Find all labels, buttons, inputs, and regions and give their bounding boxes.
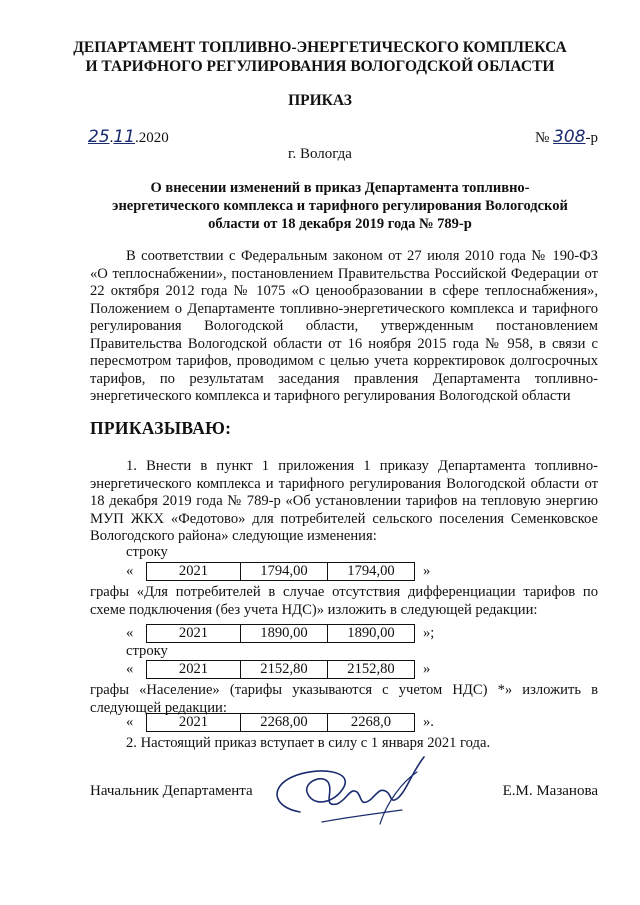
- row4-value-2: 2268,0: [328, 714, 415, 732]
- label-row-1: строку: [126, 544, 168, 560]
- order-title: ПРИКАЗ: [288, 92, 352, 109]
- order-date: [88, 127, 169, 147]
- order-subject: [90, 179, 590, 233]
- row3-open-quote: «: [126, 661, 134, 677]
- subject-line-2: энергетического комплекса и тарифного регулирования Вологодской: [112, 198, 568, 214]
- header-line-2: И ТАРИФНОГО РЕГУЛИРОВАНИЯ ВОЛОГОДСКОЙ ОБЛАСТИ: [85, 58, 555, 75]
- row4-value-1: 2268,00: [241, 714, 328, 732]
- department-header: [0, 38, 640, 76]
- row1-value-1: 1794,00: [241, 563, 328, 581]
- row3-table: [146, 660, 415, 679]
- signatory-name: Е.М. Мазанова: [502, 783, 598, 799]
- date-sep: .: [109, 130, 114, 146]
- handwritten-signature: [262, 752, 432, 832]
- row2-close-quote: »;: [423, 625, 435, 641]
- number-value: 308: [553, 127, 586, 147]
- row3-value-2: 2152,80: [328, 661, 415, 679]
- city: г. Вологда: [288, 146, 352, 162]
- row4-table: [146, 713, 415, 732]
- date-month: 11: [113, 127, 136, 147]
- row3-close-quote: »: [423, 661, 431, 677]
- tariff-row-2: [126, 624, 434, 643]
- tariff-row-3: [126, 660, 430, 679]
- row1-value-2: 1794,00: [328, 563, 415, 581]
- row2-table: [146, 624, 415, 643]
- row4-close-quote: ».: [423, 714, 434, 730]
- label-row-3: строку: [126, 643, 168, 659]
- graph-1-text: графы «Для потребителей в случае отсутствия дифференциации тарифов по схеме подключения (без учета НДС)» изложить в следующей редакции:: [90, 584, 598, 618]
- tariff-row-1: [126, 562, 430, 581]
- row4-open-quote: «: [126, 714, 134, 730]
- date-year: .2020: [135, 130, 169, 146]
- decree-heading: ПРИКАЗЫВАЮ:: [90, 418, 232, 438]
- row1-open-quote: «: [126, 563, 134, 579]
- row2-value-1: 1890,00: [241, 625, 328, 643]
- clause-1-paragraph: 1. Внести в пункт 1 приложения 1 приказу Департамента топливно-энергетического комплекса и тарифного регулирования Вологодской области от 18 декабря 2019 года № 789-р «Об установлении тарифов на тепловую энергию МУП ЖКХ «Федотово» для потребителей сельского поселения Семенковское Вологодского района» следующие изменения:: [90, 458, 598, 544]
- row1-table: [146, 562, 415, 581]
- row1-year: 2021: [147, 563, 241, 581]
- row1-close-quote: »: [423, 563, 431, 579]
- row4-year: 2021: [147, 714, 241, 732]
- header-line-1: ДЕПАРТАМЕНТ ТОПЛИВНО-ЭНЕРГЕТИЧЕСКОГО КОМПЛЕКСА: [73, 39, 567, 56]
- tariff-row-4: [126, 713, 434, 732]
- number-suffix: -р: [585, 130, 598, 146]
- clause-2-paragraph: 2. Настоящий приказ вступает в силу с 1 января 2021 года.: [126, 735, 491, 751]
- row3-year: 2021: [147, 661, 241, 679]
- row2-value-2: 1890,00: [328, 625, 415, 643]
- row3-value-1: 2152,80: [241, 661, 328, 679]
- number-prefix: №: [534, 130, 554, 146]
- date-day: 25: [88, 127, 110, 147]
- row2-year: 2021: [147, 625, 241, 643]
- subject-line-1: О внесении изменений в приказ Департамента топливно-: [150, 180, 530, 196]
- order-number: [535, 127, 598, 147]
- row2-open-quote: «: [126, 625, 134, 641]
- signatory-position: Начальник Департамента: [90, 783, 253, 799]
- preamble-paragraph: В соответствии с Федеральным законом от 27 июля 2010 года № 190-ФЗ «О теплоснабжении», постановлением Правительства Российской Федерации от 22 октября 2012 года № 1075 «О ценообразовании в сфере теплоснабжения», Положением о Департаменте топливно-энергетического комплекса и тарифного регулирования Вологодской области, утвержденным постановлением Правительства Вологодской области от 16 ноября 2015 года № 958, в связи с пересмотром тарифов, проводимом с целью учета корректировок долгосрочных тарифов, по результатам заседания правления Департамента топливно-энергетического комплекса и тарифного регулирования Вологодской области: [90, 248, 598, 404]
- subject-line-3: области от 18 декабря 2019 года № 789-р: [208, 216, 472, 232]
- graph-2-text: графы «Население» (тарифы указываются с учетом НДС) *» изложить в следующей редакции:: [90, 682, 598, 716]
